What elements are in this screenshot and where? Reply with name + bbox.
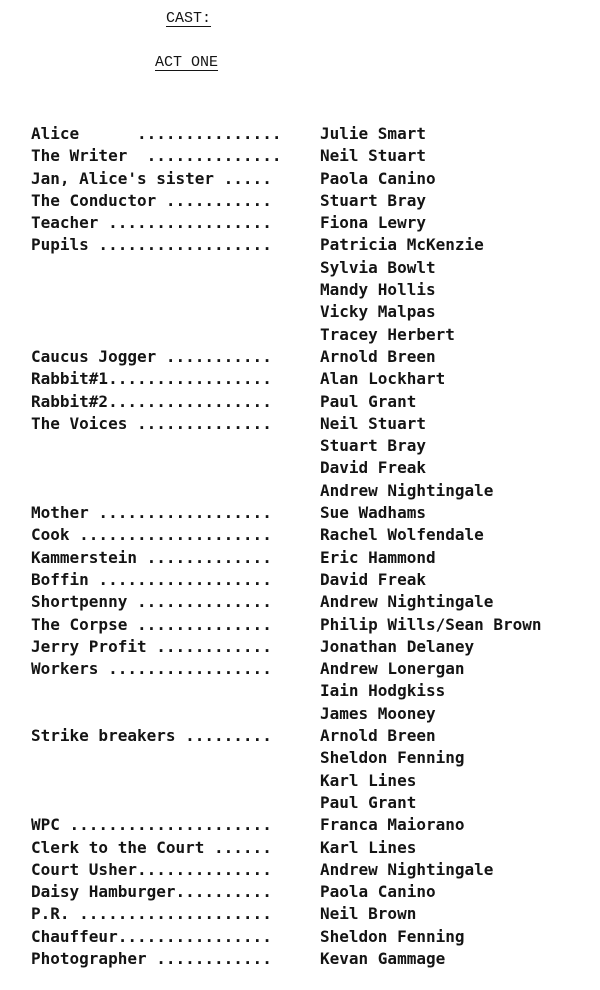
role-name: Teacher ................. [31,213,272,233]
role-name: Mother .................. [31,503,272,523]
cast-row [31,480,596,502]
role-name: Rabbit#2................. [31,391,272,411]
role-name: Kammerstein ............. [31,547,272,567]
actor-name: Kevan Gammage [320,948,446,968]
actor-name: Sue Wadhams [320,503,426,523]
role-name: WPC ..................... [31,815,272,835]
role-name: Workers ................. [31,659,272,679]
cast-row [31,190,596,212]
actor-name: Neil Brown [320,904,417,924]
cast-row [31,346,596,368]
actor-name: Paul Grant [320,792,417,812]
cast-row [31,770,596,792]
cast-row [31,837,596,859]
cast-row [31,368,596,390]
role-name: The Writer .............. [31,146,282,166]
cast-row [31,212,596,234]
actor-name: Sheldon Fenning [320,926,465,946]
actor-name: David Freak [320,569,426,589]
role-name: Rabbit#1................. [31,369,272,389]
cast-row [31,168,596,190]
cast-row [31,457,596,479]
actor-name: Mandy Hollis [320,280,436,300]
actor-name: David Freak [320,458,426,478]
actor-name: James Mooney [320,703,436,723]
actor-name: Jonathan Delaney [320,636,475,656]
actor-name: Fiona Lewry [320,213,426,233]
actor-name: Karl Lines [320,837,417,857]
actor-name: Andrew Nightingale [320,480,494,500]
actor-name: Alan Lockhart [320,369,446,389]
cast-row [31,658,596,680]
cast-row [31,145,596,167]
cast-row [31,391,596,413]
cast-row [31,703,596,725]
cast-list [31,123,596,970]
role-name: Shortpenny .............. [31,592,272,612]
actor-name: Andrew Lonergan [320,659,465,679]
cast-heading: CAST: [166,10,212,27]
cast-row [31,234,596,256]
actor-name: Patricia McKenzie [320,235,484,255]
cast-row [31,413,596,435]
actor-name: Sylvia Bowlt [320,257,436,277]
cast-row [31,881,596,903]
role-name: Chauffeur................ [31,926,272,946]
actor-name: Tracey Herbert [320,324,455,344]
cast-row [31,903,596,925]
cast-row [31,926,596,948]
role-name: Jerry Profit ............ [31,636,272,656]
actor-name: Stuart Bray [320,190,426,210]
role-name: Caucus Jogger ........... [31,346,272,366]
cast-row [31,792,596,814]
role-name: Cook .................... [31,525,272,545]
cast-row [31,859,596,881]
actor-name: Sheldon Fenning [320,748,465,768]
cast-row [31,502,596,524]
actor-name: Karl Lines [320,770,417,790]
actor-name: Iain Hodgkiss [320,681,446,701]
cast-row [31,279,596,301]
actor-name: Paola Canino [320,168,436,188]
role-name: Clerk to the Court ...... [31,837,272,857]
cast-row [31,123,596,145]
actor-name: Paola Canino [320,882,436,902]
role-name: Boffin .................. [31,569,272,589]
cast-row [31,547,596,569]
role-name: The Voices .............. [31,413,272,433]
actor-name: Andrew Nightingale [320,592,494,612]
cast-row [31,747,596,769]
actor-name: Rachel Wolfendale [320,525,484,545]
cast-row [31,257,596,279]
cast-row [31,591,596,613]
cast-row [31,636,596,658]
actor-name: Vicky Malpas [320,302,436,322]
act-heading: ACT ONE [155,54,219,71]
cast-row [31,524,596,546]
role-name: Daisy Hamburger.......... [31,882,272,902]
actor-name: Paul Grant [320,391,417,411]
actor-name: Philip Wills/Sean Brown [320,614,542,634]
role-name: Court Usher.............. [31,859,272,879]
cast-row [31,614,596,636]
actor-name: Julie Smart [320,124,426,143]
actor-name: Arnold Breen [320,726,436,746]
role-name: The Corpse .............. [31,614,272,634]
actor-name: Neil Stuart [320,413,426,433]
cast-row [31,948,596,970]
role-name: P.R. .................... [31,904,272,924]
cast-row [31,324,596,346]
role-name: Jan, Alice's sister ..... [31,168,272,188]
role-name: Alice ............... [31,124,282,143]
actor-name: Stuart Bray [320,436,426,456]
role-name: Pupils .................. [31,235,272,255]
role-name: Strike breakers ......... [31,726,272,746]
cast-row [31,814,596,836]
cast-row [31,569,596,591]
actor-name: Franca Maiorano [320,815,465,835]
actor-name: Andrew Nightingale [320,859,494,879]
role-name: The Conductor ........... [31,190,272,210]
actor-name: Neil Stuart [320,146,426,166]
cast-row [31,435,596,457]
cast-row [31,680,596,702]
cast-row [31,301,596,323]
actor-name: Arnold Breen [320,346,436,366]
actor-name: Eric Hammond [320,547,436,567]
cast-row [31,725,596,747]
role-name: Photographer ............ [31,948,272,968]
